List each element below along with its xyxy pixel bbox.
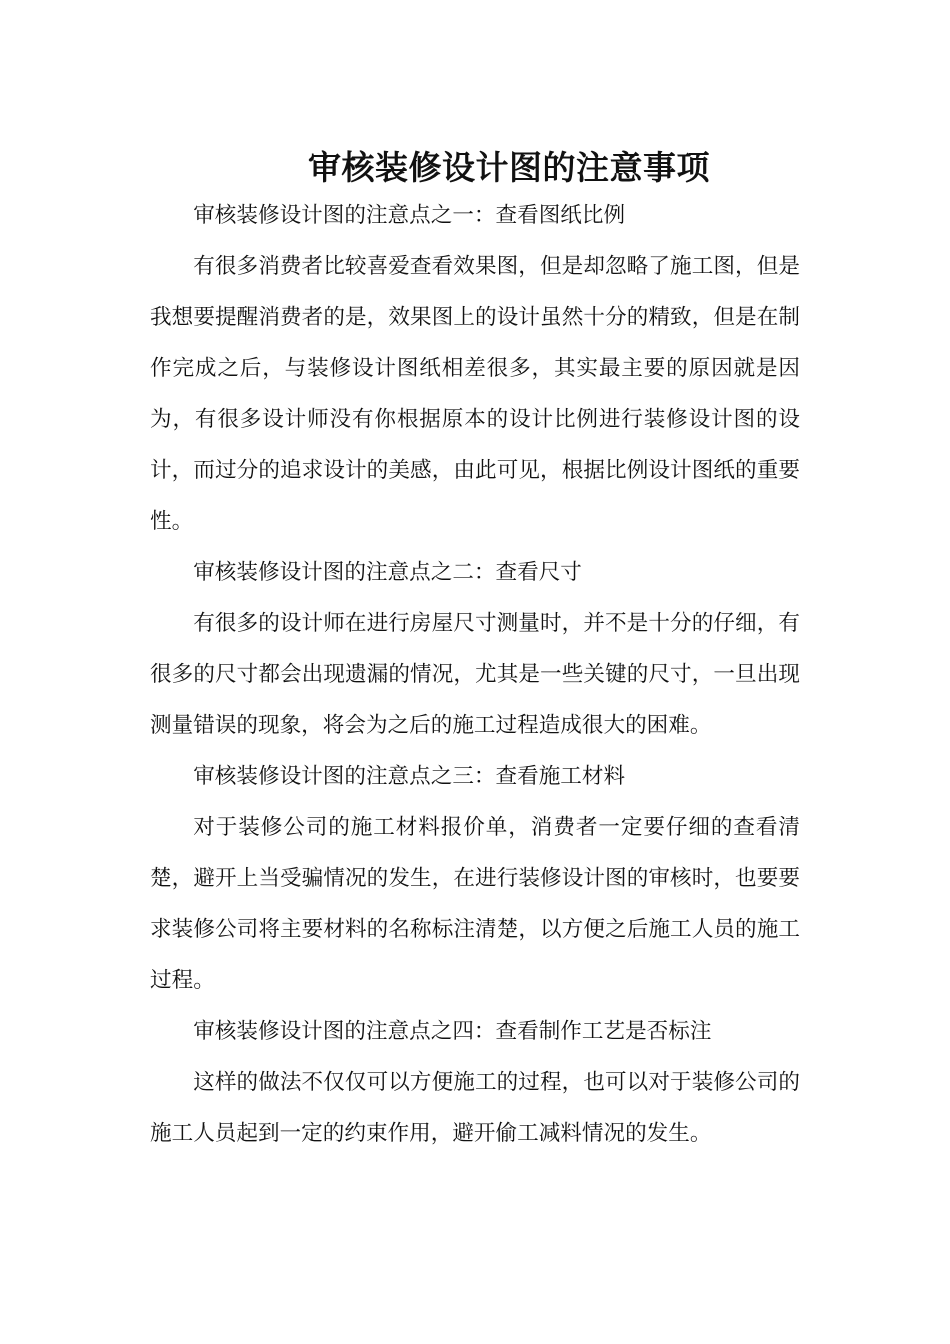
section-3-heading: 审核装修设计图的注意点之三：查看施工材料	[193, 764, 626, 789]
section-4-body: 这样的做法不仅仅可以方便施工的过程，也可以对于装修公司的施工人员起到一定的约束作用，避开偷工减料情况的发生。	[150, 1070, 800, 1146]
section-2-body: 有很多的设计师在进行房屋尺寸测量时，并不是十分的仔细，有很多的尺寸都会出现遗漏的情况，尤其是一些关键的尺寸，一旦出现测量错误的现象，将会为之后的施工过程造成很大的困难。	[150, 611, 800, 738]
section-4-heading: 审核装修设计图的注意点之四：查看制作工艺是否标注	[193, 1019, 712, 1044]
section-1-heading: 审核装修设计图的注意点之一：查看图纸比例	[193, 203, 626, 228]
section-3-body: 对于装修公司的施工材料报价单，消费者一定要仔细的查看清楚，避开上当受骗情况的发生，在进行装修设计图的审核时，也要要求装修公司将主要材料的名称标注清楚，以方便之后施工人员的施工过程。	[150, 815, 800, 993]
document-body	[150, 190, 800, 1159]
section-2-heading: 审核装修设计图的注意点之二：查看尺寸	[193, 560, 582, 585]
document-title: 审核装修设计图的注意事项	[308, 148, 710, 188]
section-1-body: 有很多消费者比较喜爱查看效果图，但是却忽略了施工图，但是我想要提醒消费者的是，效果图上的设计虽然十分的精致，但是在制作完成之后，与装修设计图纸相差很多，其实最主要的原因就是因为，有很多设计师没有你根据原本的设计比例进行装修设计图的设计，而过分的追求设计的美感，由此可见，根据比例设计图纸的重要性。	[150, 254, 800, 534]
